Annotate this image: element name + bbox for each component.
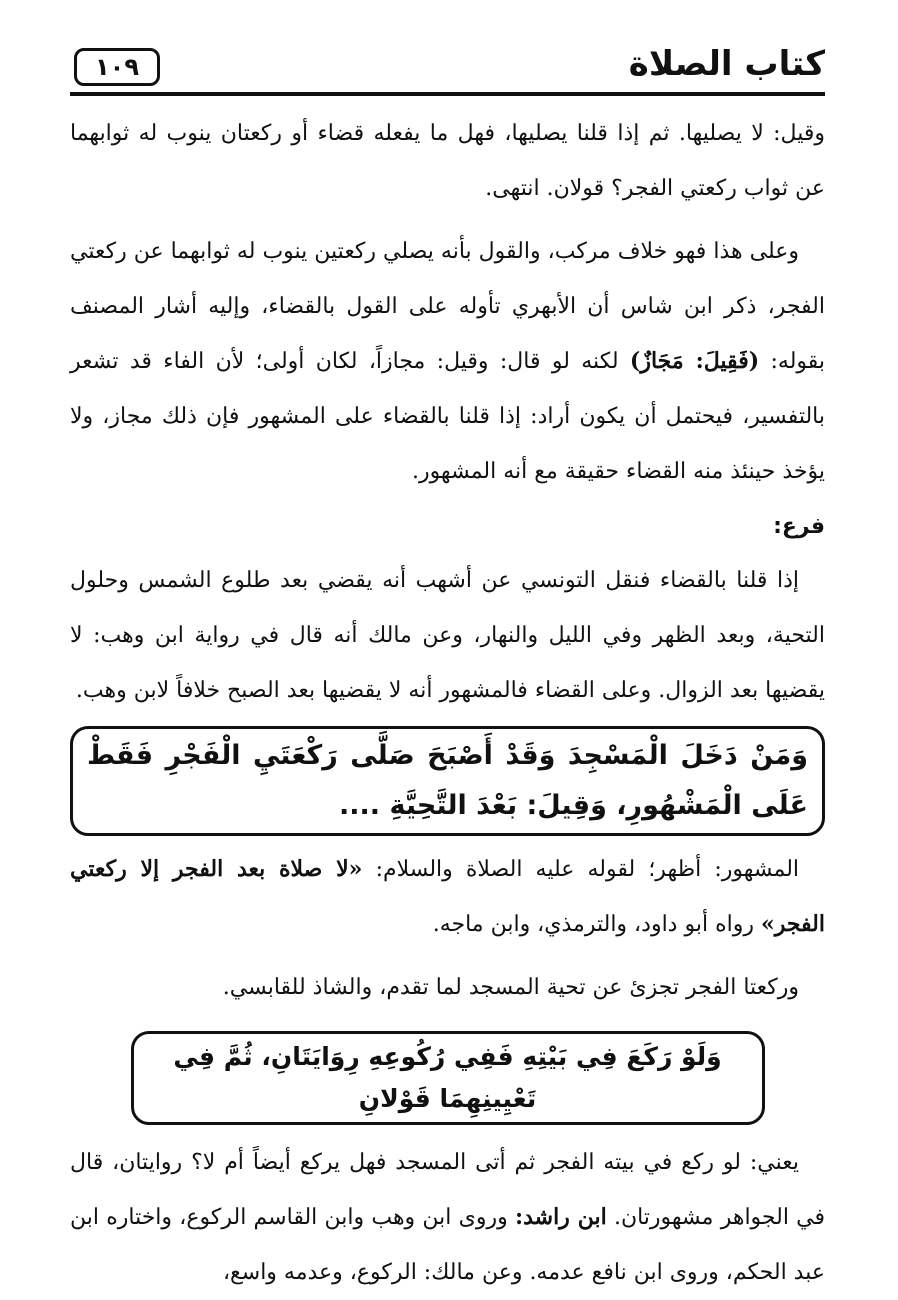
paragraph-2-quote: (فَقِيلَ: مَجَازٌ) [629, 348, 760, 374]
matn-box-1: وَمَنْ دَخَلَ الْمَسْجِدَ وَقَدْ أَصْبَحَ صَلَّى رَكْعَتَيِ الْفَجْرِ فَقَطْ عَلَى الْمَشْهُورِ، وَقِيلَ: بَعْدَ التَّحِيَّةِ .... [70, 726, 825, 836]
page-number: ١٠٩ [74, 48, 160, 86]
paragraph-6-text-a: يعني: لو ركع في بيته الفجر ثم أتى المسجد فهل يركع أيضاً أم لا؟ روايتان، قال في الجواهر مشهورتان. [70, 1150, 826, 1230]
paragraph-1-text: وقيل: لا يصليها. ثم إذا قلنا يصليها، فهل ما يفعله قضاء أو ركعتان ينوب له ثوابهما عن ثواب ركعتي الفجر؟ قولان. انتهى. [70, 121, 825, 201]
paragraph-4-text-a: المشهور: أظهر؛ لقوله عليه الصلاة والسلام: [375, 857, 800, 882]
paragraph-2-text-a: وعلى هذا فهو خلاف مركب، والقول بأنه يصلي ركعتين ينوب له ثوابهما عن ركعتي الفجر، ذكر ابن شاس أن الأبهري تأوله على القول بالقضاء، وإليه أشار المصنف بقوله: [70, 239, 826, 374]
paragraph-5-text: وركعتا الفجر تجزئ عن تحية المسجد لما تقدم، والشاذ للقابسي. [222, 975, 799, 1000]
book-title: كتاب الصلاة [628, 44, 825, 84]
paragraph-2-text-b: لكنه لو قال: وقيل: مجازاً، لكان أولى؛ لأن الفاء قد تشعر بالتفسير، فيحتمل أن يكون أراد: إذا قلنا بالقضاء على المشهور فإن ذلك مجاز، ولا يؤخذ حينئذ منه القضاء حقيقة مع أنه المشهور. [70, 349, 825, 484]
paragraph-2 [70, 224, 825, 499]
paragraph-1 [70, 106, 825, 216]
paragraph-6 [70, 1135, 825, 1300]
section-heading: فرع: [773, 514, 825, 539]
paragraph-5 [70, 960, 825, 1015]
hadith-quote: «لا صلاة بعد الفجر إلا ركعتي الفجر» [70, 856, 825, 937]
header-divider [70, 92, 825, 96]
page-content [70, 106, 825, 1300]
paragraph-4-text-b: رواه أبو داود، والترمذي، وابن ماجه. [432, 912, 754, 937]
paragraph-3-text: إذا قلنا بالقضاء فنقل التونسي عن أشهب أنه يقضي بعد طلوع الشمس وحلول التحية، وبعد الظهر وفي الليل والنهار، وعن مالك أنه قال في رواية ابن وهب: لا يقضيها بعد الزوال. وعلى القضاء فالمشهور أنه لا يقضيها بعد الصبح خلافاً لابن وهب. [70, 568, 825, 703]
paragraph-4 [70, 842, 825, 952]
paragraph-6-text-b: وروى ابن وهب وابن القاسم الركوع، واختاره ابن عبد الحكم، وروى ابن نافع عدمه. وعن مالك: الركوع، وعدمه واسع، [70, 1205, 825, 1285]
page-header [70, 40, 825, 96]
paragraph-3 [70, 553, 825, 718]
matn-box-2: وَلَوْ رَكَعَ فِي بَيْتِهِ فَفِي رُكُوعِهِ رِوَايَتَانِ، ثُمَّ فِي تَعْيِينِهِمَا قَوْلانِ [131, 1031, 765, 1125]
paragraph-6-source: ابن راشد: [514, 1204, 607, 1230]
